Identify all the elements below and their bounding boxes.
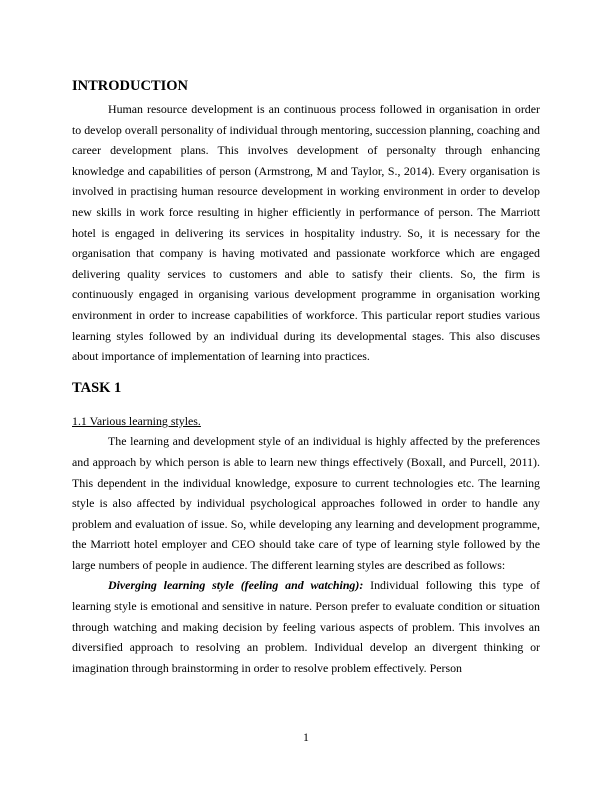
- learning-styles-paragraph: The learning and development style of an individual is highly affected by the preferences and approach by which person is able to learn new things effectively (Boxall, and Purcell, 2011). This dependent in the individual knowledge, exposure to current technologies etc. The learning style is also affected by individual psychological approaches followed in order to handle any problem and evaluation of issue. So, while developing any learning and development programme, the Marriott hotel employer and CEO should take care of type of learning style followed by the large numbers of people in audience. The different learning styles are described as follows:: [72, 434, 540, 572]
- introduction-heading: INTRODUCTION: [72, 78, 189, 94]
- task-1-heading: TASK 1: [72, 379, 122, 396]
- section-subheading: 1.1 Various learning styles.: [72, 413, 201, 428]
- diverging-style-lead: Diverging learning style (feeling and watching):: [108, 578, 364, 593]
- diverging-style-text: Individual following this type of learning style is emotional and sensitive in nature. Person prefer to evaluate condition or situation through watching and making decision by feeling various aspects of problem. This involves an diversified approach to resolving an problem. Individual develop an divergent thinking or imagination through brainstorming in order to resolve problem effectively. Person: [72, 578, 540, 675]
- diverging-style-paragraph: [72, 575, 540, 678]
- page-content: [72, 76, 540, 678]
- page-number: 1: [303, 730, 309, 744]
- introduction-paragraph: Human resource development is an continuous process followed in organisation in order to develop overall personality of individual through mentoring, succession planning, coaching and career development plans. This involves development of personalty through enhancing knowledge and capabilities of person (Armstrong, M and Taylor, S., 2014). Every organisation is involved in practising human resource development in working environment in order to develop new skills in work force resulting in higher efficiently in performance of person. The Marriott hotel is engaged in delivering its services in hospitality industry. So, it is necessary for the organisation that company is having motivated and passionate workforce which are engaged delivering quality services to customers and able to satisfy their clients. So, the firm is continuously engaged in organising various development programme in organisation working environment in order to increase capabilities of workforce. This particular report studies various learning styles followed by an individual during its developmental stages. This also discuses about importance of implementation of learning into practices.: [72, 102, 540, 364]
